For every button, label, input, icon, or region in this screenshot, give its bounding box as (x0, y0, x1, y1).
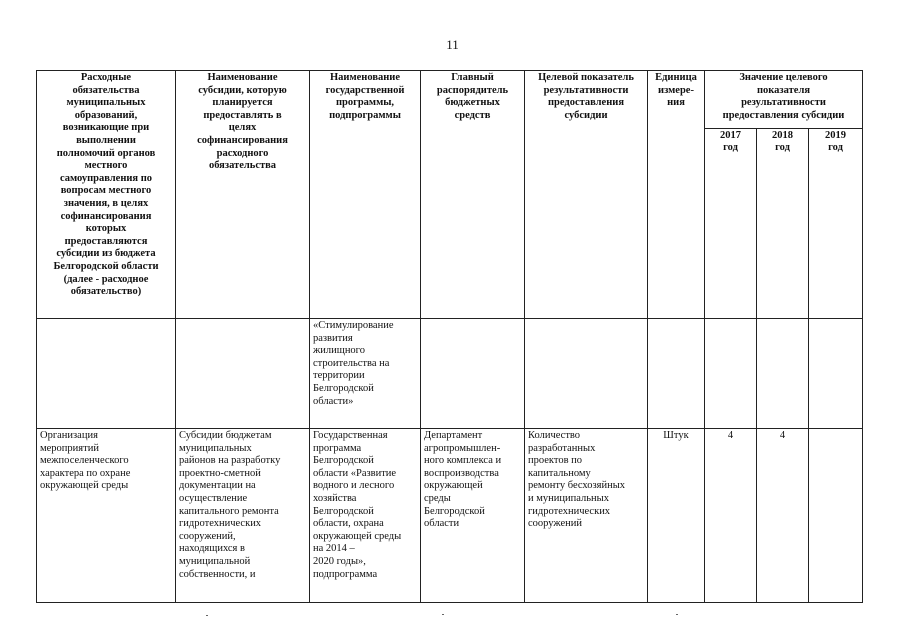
cell-value-2019 (809, 429, 863, 603)
table-row (37, 429, 863, 603)
cell-value-2017: 4 (705, 429, 757, 603)
cell-value-2017 (705, 319, 757, 429)
cell-budget-manager (421, 319, 525, 429)
page-number: 11 (446, 37, 459, 52)
cell-unit: Штук (648, 429, 705, 603)
cell-value-2018 (757, 319, 809, 429)
header-expense-obligations: Расходные обязательства муниципальных образований, возникающие при выполнении полномочий органов местного самоуправления по вопросам местного значения, в целях софинансирования которых предоставляются субсидии из бюджета Белгородской области (далее - расходное обязательство) (37, 71, 176, 319)
cell-subsidy-name (176, 319, 310, 429)
header-year-2019: 2019 год (809, 128, 863, 318)
scan-speck (442, 614, 444, 615)
header-unit: Единица измере- ния (648, 71, 705, 319)
scan-speck (676, 614, 678, 615)
header-budget-manager: Главный распорядитель бюджетных средств (421, 71, 525, 319)
table-row (37, 319, 863, 429)
header-subsidy-name: Наименование субсидии, которую планируется предоставлять в целях софинансирования расходного обязательства (176, 71, 310, 319)
cell-subsidy-name: Субсидии бюджетам муниципальных районов на разработку проектно-сметной документации на осуществление капитального ремонта гидротехнических сооружений, находящихся в муниципальной собственности, и (176, 429, 310, 603)
cell-target-indicator: Количество разработанных проектов по капитальному ремонту бесхозяйных и муниципальных гидротехнических сооружений (525, 429, 648, 603)
cell-program-name: «Стимулирование развития жилищного строительства на территории Белгородской области» (310, 319, 421, 429)
header-program-name: Наименование государственной программы, подпрограммы (310, 71, 421, 319)
cell-expense-obligation (37, 319, 176, 429)
cell-expense-obligation: Организация мероприятий межпоселенческого характера по охране окружающей среды (37, 429, 176, 603)
header-year-2018: 2018 год (757, 128, 809, 318)
cell-program-name: Государственная программа Белгородской области «Развитие водного и лесного хозяйства Белгородской области, охрана окружающей среды на 2014 – 2020 годы», подпрограмма (310, 429, 421, 603)
scan-speck (206, 615, 208, 616)
cell-value-2019 (809, 319, 863, 429)
cell-unit (648, 319, 705, 429)
cell-target-indicator (525, 319, 648, 429)
cell-budget-manager: Департамент агропромышлен- ного комплекса и воспроизводства окружающей среды Белгородской области (421, 429, 525, 603)
header-target-indicator: Целевой показатель результативности предоставления субсидии (525, 71, 648, 319)
cell-value-2018: 4 (757, 429, 809, 603)
subsidy-table (36, 70, 863, 603)
header-target-value: Значение целевого показателя результативности предоставления субсидии (705, 71, 863, 129)
header-year-2017: 2017 год (705, 128, 757, 318)
